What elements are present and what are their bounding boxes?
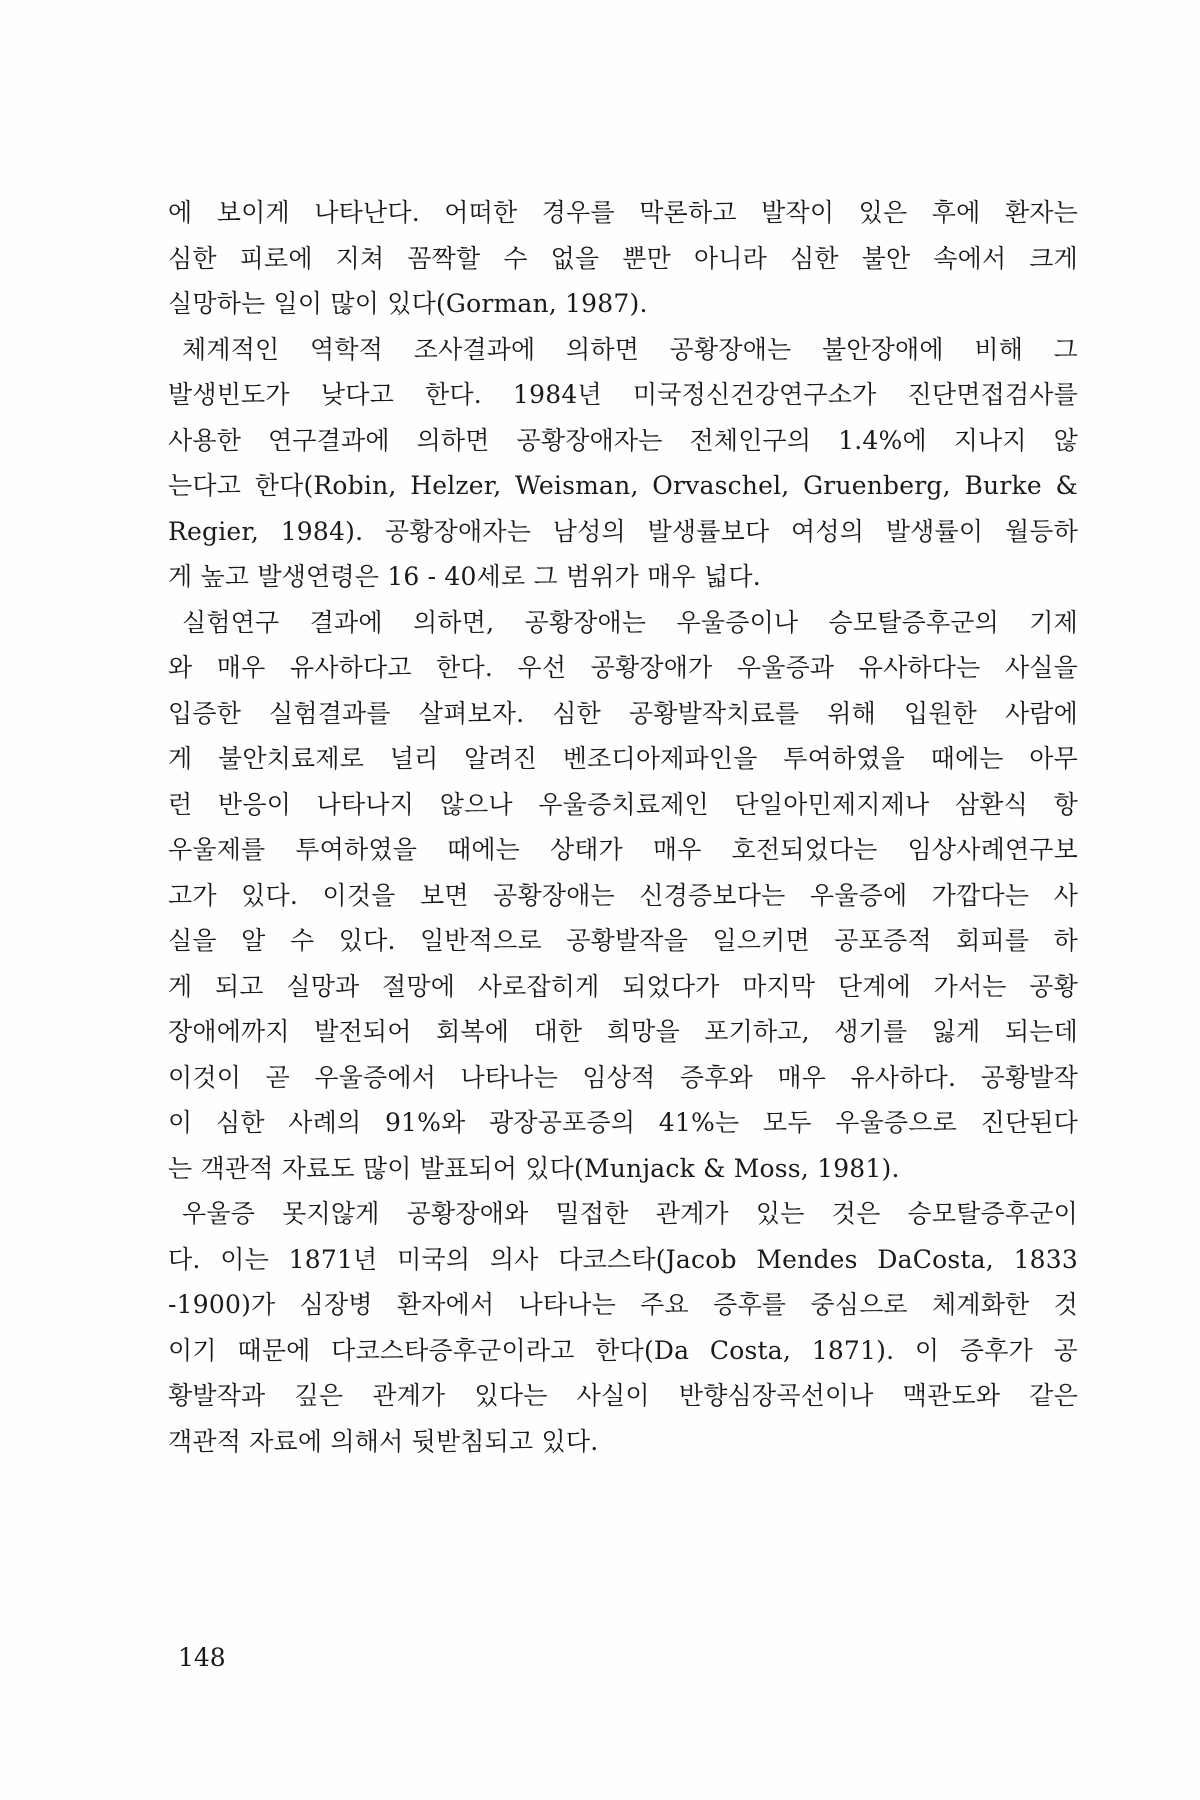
text-line: 는 객관적 자료도 많이 발표되어 있다(Munjack & Moss, 1981). <box>168 1153 900 1183</box>
text-line: 실험연구 결과에 의하면, 공황장애는 우울증이나 승모탈증후군의 기제 <box>182 607 1078 637</box>
text-line: 이것이 곧 우울증에서 나타나는 임상적 증후와 매우 유사하다. 공황발작 <box>168 1062 1078 1092</box>
text-line: 우울제를 투여하였을 때에는 상태가 매우 호전되었다는 임상사례연구보 <box>168 835 1078 864</box>
text-line: 객관적 자료에 의해서 뒷받침되고 있다. <box>168 1426 599 1456</box>
paragraph-3 <box>168 600 1078 1192</box>
text-line: 체계적인 역학적 조사결과에 의하면 공황장애는 불안장애에 비해 그 <box>182 334 1078 364</box>
text-line: 게 높고 발생연령은 16 - 40세로 그 범위가 매우 넓다. <box>168 562 761 591</box>
text-line: 런 반응이 나타나지 않으나 우울증치료제인 단일아민제지제나 삼환식 항 <box>168 789 1078 819</box>
text-line: 발생빈도가 낮다고 한다. 1984년 미국정신건강연구소가 진단면접검사를 <box>168 380 1078 409</box>
paragraph-1 <box>168 190 1078 327</box>
body-text <box>168 190 1078 1464</box>
text-line: 실망하는 일이 많이 있다(Gorman, 1987). <box>168 289 648 318</box>
paragraph-2 <box>168 327 1078 600</box>
page-number: 148 <box>178 1643 226 1672</box>
text-line: -1900)가 심장병 환자에서 나타나는 주요 증후를 중심으로 체계화한 것 <box>168 1290 1078 1319</box>
paragraph-4 <box>168 1191 1078 1464</box>
text-line: 장애에까지 발전되어 회복에 대한 희망을 포기하고, 생기를 잃게 되는데 <box>168 1017 1078 1046</box>
text-line: 에 보이게 나타난다. 어떠한 경우를 막론하고 발작이 있은 후에 환자는 <box>168 198 1078 227</box>
text-line: 실을 알 수 있다. 일반적으로 공황발작을 일으키면 공포증적 회피를 하 <box>168 926 1078 955</box>
text-line: 사용한 연구결과에 의하면 공황장애자는 전체인구의 1.4%에 지나지 않 <box>168 425 1078 455</box>
text-line: 이 심한 사례의 91%와 광장공포증의 41%는 모두 우울증으로 진단된다 <box>168 1108 1078 1137</box>
text-line: 다. 이는 1871년 미국의 의사 다코스타(Jacob Mendes DaCosta, 1833 <box>168 1244 1078 1274</box>
text-line: 고가 있다. 이것을 보면 공황장애는 신경증보다는 우울증에 가깝다는 사 <box>168 880 1078 910</box>
text-line: 황발작과 깊은 관계가 있다는 사실이 반향심장곡선이나 맥관도와 같은 <box>168 1381 1078 1410</box>
text-line: 와 매우 유사하다고 한다. 우선 공황장애가 우울증과 유사하다는 사실을 <box>168 653 1078 682</box>
text-line: 입증한 실험결과를 살펴보자. 심한 공황발작치료를 위해 입원한 사람에 <box>168 698 1078 728</box>
text-line: 이기 때문에 다코스타증후군이라고 한다(Da Costa, 1871). 이 증후가 공 <box>168 1335 1078 1365</box>
text-line: 게 불안치료제로 널리 알려진 벤조디아제파인을 투여하였을 때에는 아무 <box>168 744 1078 773</box>
text-line: 우울증 못지않게 공황장애와 밀접한 관계가 있는 것은 승모탈증후군이 <box>182 1199 1078 1228</box>
text-line: 심한 피로에 지쳐 꼼짝할 수 없을 뿐만 아니라 심한 불안 속에서 크게 <box>168 243 1078 273</box>
text-line: Regier, 1984). 공황장애자는 남성의 발생률보다 여성의 발생률이 월등하 <box>168 516 1078 546</box>
text-line: 는다고 한다(Robin, Helzer, Weisman, Orvaschel, Gruenberg, Burke & <box>168 471 1078 500</box>
text-line: 게 되고 실망과 절망에 사로잡히게 되었다가 마지막 단계에 가서는 공황 <box>168 971 1078 1001</box>
